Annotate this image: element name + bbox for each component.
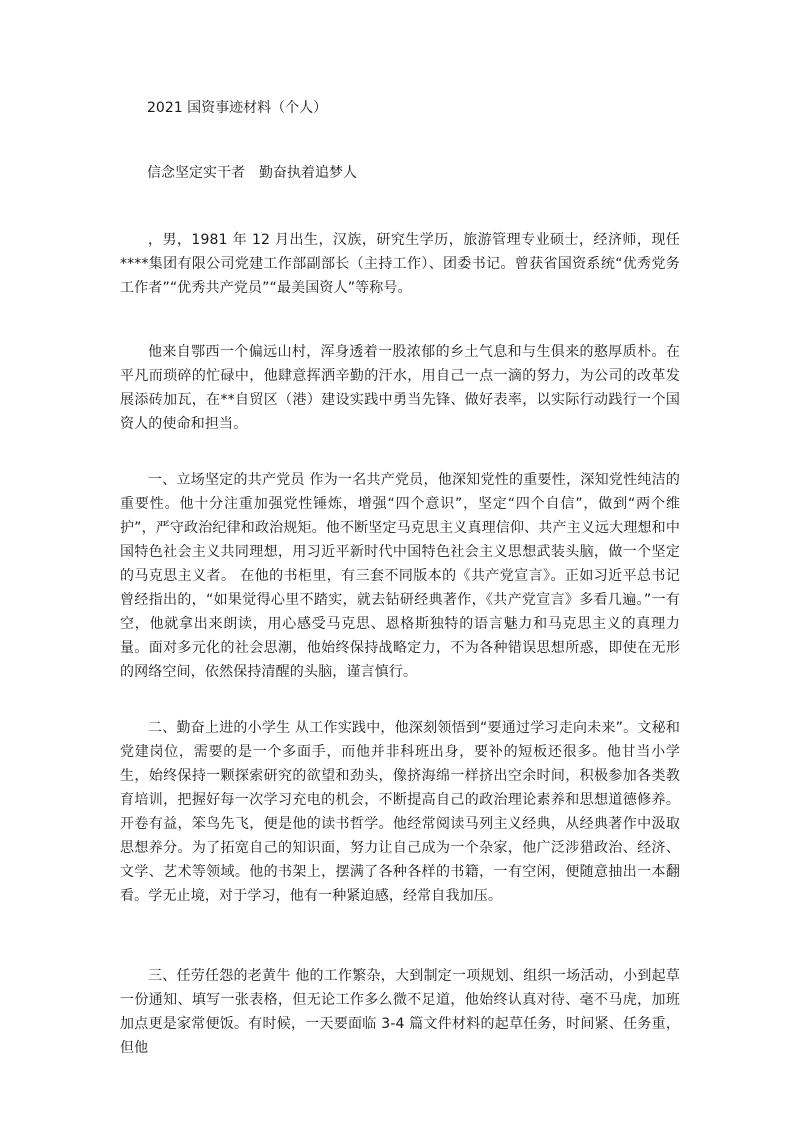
paragraph-intro: ，男，1981 年 12 月出生，汉族，研究生学历，旅游管理专业硕士，经济师，现任****集团有限公司党建工作部副部长（主持工作）、团委书记。曾获省国资系统“优秀党务工作者”“优秀共产党员”“最美国资人”等称号。 bbox=[120, 232, 680, 296]
subtitle-part-1: 信念坚定实干者 bbox=[147, 165, 245, 181]
paragraph-background: 他来自鄂西一个偏远山村，浑身透着一股浓郁的乡土气息和与生俱来的憨厚质朴。在平凡而琐碎的忙碌中，他肆意挥洒辛勤的汗水，用自己一点一滴的努力，为公司的改革发展添砖加瓦，在**自贸区（港）建设实践中勇当先锋、做好表率，以实际行动践行一个国资人的使命和担当。 bbox=[120, 344, 680, 432]
document-title: 2021 国资事迹材料（个人） bbox=[147, 100, 328, 116]
paragraph-section-1: 一、立场坚定的共产党员 作为一名共产党员，他深知党性的重要性，深知党性纯洁的重要性。他十分注重加强党性锤炼，增强“四个意识”，坚定“四个自信”，做到“两个维护”，严守政治纪律和政治规矩。他不断坚定马克思主义真理信仰、共产主义远大理想和中国特色社会主义共同理想，用习近平新时代中国特色社会主义思想武装头脑，做一个坚定的马克思主义者。 在他的书柜里，有三套不同版本的《共产党宣言》。正如习近平总书记曾经指出的，“如果觉得心里不踏实，就去钻研经典著作，《共产党宣言》多看几遍。”一有空，他就拿出来朗读，用心感受马克思、恩格斯独特的语言魅力和马克思主义的真理力量。面对多元化的社会思潮，他始终保持战略定力，不为各种错误思想所惑，即使在无形的网络空间，依然保持清醒的头脑，谨言慎行。 bbox=[120, 472, 680, 680]
paragraph-section-3: 三、任劳任怨的老黄牛 他的工作繁杂，大到制定一项规划、组织一场活动，小到起草一份通知、填写一张表格，但无论工作多么微不足道，他始终认真对待、毫不马虎，加班加点更是家常便饭。有时候，一天要面临 3-4 篇文件材料的起草任务，时间紧、任务重，但他 bbox=[120, 968, 680, 1056]
subtitle-part-2: 勤奋执着追梦人 bbox=[259, 165, 357, 181]
document-subtitle bbox=[147, 163, 357, 183]
paragraph-section-2: 二、勤奋上进的小学生 从工作实践中，他深刻领悟到“要通过学习走向未来”。文秘和党建岗位，需要的是一个多面手，而他并非科班出身，要补的短板还很多。他甘当小学生，始终保持一颗探索研究的欲望和劲头，像挤海绵一样挤出空余时间，积极参加各类教育培训，把握好每一次学习充电的机会，不断提高自己的政治理论素养和思想道德修养。 开卷有益，笨鸟先飞，便是他的读书哲学。他经常阅读马列主义经典，从经典著作中汲取思想养分。为了拓宽自己的知识面，努力让自己成为一个杂家，他广泛涉猎政治、经济、文学、艺术等领域。他的书架上，摆满了各种各样的书籍，一有空闲，便随意抽出一本翻看。学无止境，对于学习，他有一种紧迫感，经常自我加压。 bbox=[120, 720, 680, 904]
